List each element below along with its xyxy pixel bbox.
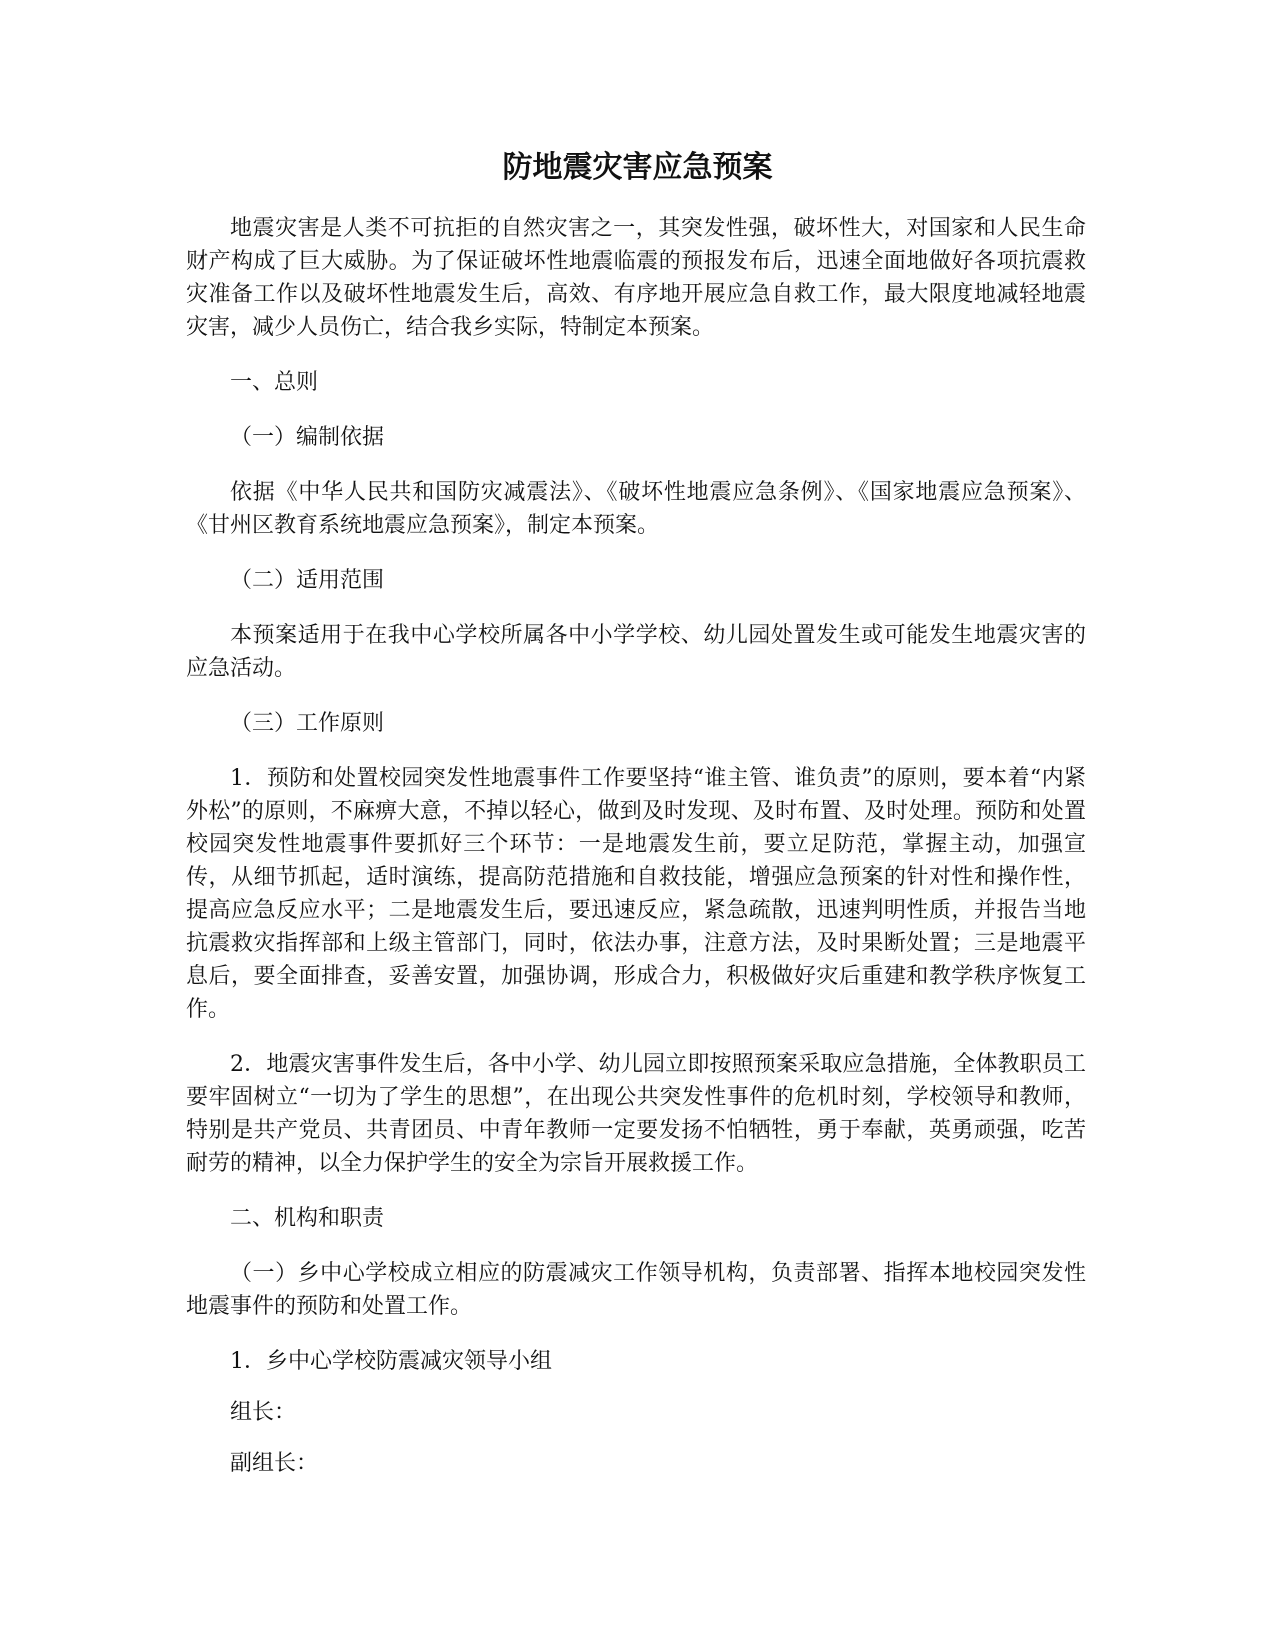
organization-paragraph: （一）乡中心学校成立相应的防震减灾工作领导机构，负责部署、指挥本地校园突发性地震事件的预防和处置工作。 <box>186 1261 1086 1319</box>
principle-paragraph-1: 1．预防和处置校园突发性地震事件工作要坚持“谁主管、谁负责”的原则，要本着“内紧外松”的原则，不麻痹大意，不掉以轻心，做到及时发现、及时布置、及时处理。预防和处置校园突发性地震事件要抓好三个环节：一是地震发生前，要立足防范，掌握主动，加强宣传，从细节抓起，适时演练，提高防范措施和自救技能，增强应急预案的针对性和操作性，提高应急反应水平；二是地震发生后，要迅速反应，紧急疏散，迅速判明性质，并报告当地抗震救灾指挥部和上级主管部门，同时，依法办事，注意方法，及时果断处置；三是地震平息后，要全面排查，妥善安置，加强协调，形成合力，积极做好灾后重建和教学秩序恢复工作。 <box>186 766 1086 1022</box>
principle-paragraph-2: 2．地震灾害事件发生后，各中小学、幼儿园立即按照预案采取应急措施，全体教职员工要牢固树立“一切为了学生的思想”，在出现公共突发性事件的危机时刻，学校领导和教师，特别是共产党员、共青团员、中青年教师一定要发扬不怕牺牲，勇于奉献，英勇顽强，吃苦耐劳的精神，以全力保护学生的安全为宗旨开展救援工作。 <box>186 1052 1086 1176</box>
scope-paragraph: 本预案适用于在我中心学校所属各中小学学校、幼儿园处置发生或可能发生地震灾害的应急活动。 <box>186 623 1086 681</box>
subsection-heading-scope: （二）适用范围 <box>230 568 385 593</box>
intro-paragraph: 地震灾害是人类不可抗拒的自然灾害之一，其突发性强，破坏性大，对国家和人民生命财产构成了巨大威胁。为了保证破坏性地震临震的预报发布后，迅速全面地做好各项抗震救灾准备工作以及破坏性地震发生后，高效、有序地开展应急自救工作，最大限度地减轻地震灾害，减少人员伤亡，结合我乡实际，特制定本预案。 <box>186 216 1086 340</box>
section-heading-organization: 二、机构和职责 <box>230 1206 385 1231</box>
document-title: 防地震灾害应急预案 <box>502 150 773 185</box>
group-leader-label: 组长： <box>230 1400 297 1425</box>
basis-paragraph: 依据《中华人民共和国防灾减震法》、《破坏性地震应急条例》、《国家地震应急预案》、《甘州区教育系统地震应急预案》，制定本预案。 <box>186 480 1086 538</box>
leadership-group-heading: 1．乡中心学校防震减灾领导小组 <box>230 1349 552 1374</box>
deputy-leader-label: 副组长： <box>230 1451 319 1476</box>
subsection-heading-basis: （一）编制依据 <box>230 425 385 450</box>
subsection-heading-principles: （三）工作原则 <box>230 711 385 736</box>
document-body <box>186 212 1086 1498</box>
section-heading-general: 一、总则 <box>230 370 319 395</box>
